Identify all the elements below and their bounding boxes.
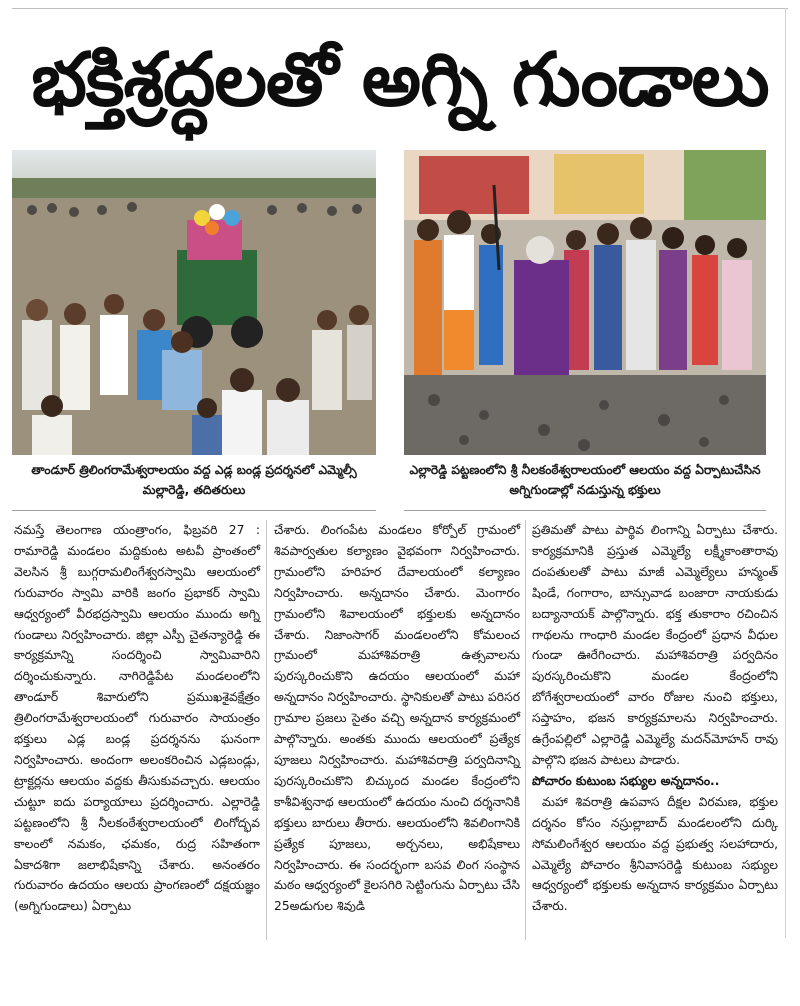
page-edge-rule bbox=[785, 8, 786, 938]
column-divider bbox=[525, 520, 526, 940]
article-subhead: పోచారం కుటుంబ సభ్యుల అన్నదానం.. bbox=[532, 773, 720, 788]
photo-caption-left: తాండూర్ త్రిలింగరామేశ్వరాలయం వద్ద ఎడ్ల బండ్ల ప్రదర్శనలో ఎమ్మెల్సీ మల్లారెడ్డి, తదితరులు bbox=[31, 463, 357, 497]
top-rule bbox=[12, 8, 788, 9]
photo-caption-right: ఎల్లారెడ్డి పట్టణంలోని శ్రీ నీలకంఠేశ్వరాలయంలో ఆలయం వద్ద ఏర్పాటుచేసిన అగ్నిగుండాల్లో నడుస్తున్న భక్తులు bbox=[409, 463, 761, 497]
caption-rule-right bbox=[404, 510, 766, 511]
fire-walk-photo bbox=[404, 150, 766, 455]
caption-rule-left bbox=[12, 510, 376, 511]
column-divider bbox=[266, 520, 267, 940]
article-column-1 bbox=[14, 520, 260, 917]
article-paragraph: చేశారు. లింగంపేట మండలం కోర్పోల్ గ్రామంలో శివపార్వతుల కల్యాణం వైభవంగా నిర్వహించారు. గ్రామంలోని హరిహర దేవాలయంలో కల్యాణం నిర్వహించారు. అన్నదానం చేశారు. మెంగారం గ్రామంలోని శివాలయంలో భక్తులకు అన్నదానం చేశారు. నిజాంసాగర్ మండలంలోని కోమలంచ గ్రామంలో మహాశివరాత్రి ఉత్సవాలను పురస్కరించుకొని ఉదయం ఆలయంలో మహా అన్నదానం నిర్వహించారు. స్థానికులతో పాటు పరిసర గ్రామాల ప్రజలు సైతం వచ్చి అన్నదాన కార్యక్రమంలో పాల్గొన్నారు. అంతకు ముందు ఆలయంలో ప్రత్యేక పూజలు నిర్వహించారు. మహాశివరాత్రి పర్వదినాన్ని పురస్కరించుకొని బిచ్కుంద మండల కేంద్రంలోని కాశీవిశ్వనాథ ఆలయంలో ఉదయం నుంచి దర్శనానికి భక్తులు బారులు తీరారు. ఆలయంలోని శివలింగానికి ప్రత్యేక పూజలు, అర్చనలు, అభిషేకాలు నిర్వహించారు. ఈ సందర్భంగా బసవ లింగ సంస్థాన మఠం ఆధ్వర్యంలో కైలసగిరి సెట్టింగును ఏర్పాటు చేసి 25అడుగుల శివుడి bbox=[274, 523, 520, 914]
crowd-procession-photo bbox=[12, 150, 376, 455]
article-paragraph: ప్రతిమతో పాటు పార్థివ లింగాన్ని ఏర్పాటు చేశారు. కార్యక్రమానికి ప్రస్తుత ఎమ్మెల్యే లక్ష్మీకాంతారావు దంపతులతో పాటు మాజీ ఎమ్మెల్యేలు హన్మంత్ షిండే, గంగారాం, బాన్సువాడ బంజారా నాయకుడు బద్యానాయక్ పాల్గొన్నారు. భక్త తుకారాం రచించిన గాథలను గాంధారి మండల కేంద్రంలో ప్రధాన వీధుల గుండా ఊరేగించారు. మహాశివరాత్రి పర్వదినం పురస్కరించుకొని మండల కేంద్రంలోని బోగేశ్వరాలయంలో వారం రోజుల నుంచి భక్తులు, సప్తాహం, భజన కార్యక్రమాలను నిర్వహించారు. ఉగ్రేంపల్లిలో ఎల్లారెడ్డి ఎమ్మెల్యే మదన్‌మోహన్ రావు పాల్గొని భజన పాటలు పాడారు. bbox=[532, 523, 778, 767]
article-column-3 bbox=[532, 520, 778, 917]
headline: భక్తిశ్రద్ధలతో అగ్ని గుండాలు bbox=[31, 37, 769, 123]
article-column-2 bbox=[274, 520, 520, 917]
article-paragraph: మహా శివరాత్రి ఉపవాస దీక్షల విరమణ, భక్తుల దర్శనం కోసం నస్రుల్లాబాద్ మండలంలోని దుర్కి సోమలింగేశ్వర ఆలయం వద్ద ప్రభుత్వ సలహాదారు, ఎమ్మెల్యే పోచారం శ్రీనివాసరెడ్డి కుటుంబ సభ్యుల ఆధ్వర్యంలో భక్తులకు అన్నదాన కార్యక్రమం ఏర్పాటు చేశారు. bbox=[532, 794, 778, 914]
article-paragraph: నమస్తే తెలంగాణ యంత్రాంగం, ఫిబ్రవరి 27 : రామారెడ్డి మండలం మద్దికుంట అటవీ ప్రాంతంలో వెలసిన శ్రీ బుగ్గరామలింగేశ్వరస్వామి ఆలయంలో గురువారం స్వామి వారికి జంగం ప్రభాకర్ స్వామి ఆధ్వర్యంలో వీరభద్రస్వామి ఆలయం ముందు అగ్ని గుండాలు నిర్వహించారు. జిల్లా ఎస్పీ చైతన్యారెడ్డి ఈ కార్యక్రమాన్ని సందర్శించి స్వామివారిని దర్శించుకున్నారు. నాగిరెడ్డిపేట మండలంలోని తాండూర్ శివారులోని ప్రముఖశైవక్షేత్రం త్రిలింగరామేశ్వరాలయంలో గురువారం సాయంత్రం భక్తులు ఎడ్ల బండ్ల ప్రదర్శనను ఘనంగా నిర్వహించారు. అందంగా అలంకరించిన ఎడ్లబండ్లు, ట్రాక్టర్లను ఆలయం వద్దకు తీసుకువచ్చారు. ఆలయం చుట్టూ ఐదు పర్యాయాలు ప్రదర్శించారు. ఎల్లారెడ్డి పట్టణంలోని శ్రీ నీలకంఠేశ్వరాలయంలో లింగోద్భవ కాలంలో నమకం, ఛమకం, రుద్ర సహితంగా ఏకాదశిగా జలాభిషేకాన్ని చేశారు. అనంతరం గురువారం ఉదయం ఆలయ ప్రాంగణంలో దక్షయజ్ఞం (అగ్నిగుండాలు) ఏర్పాటు bbox=[14, 523, 260, 914]
